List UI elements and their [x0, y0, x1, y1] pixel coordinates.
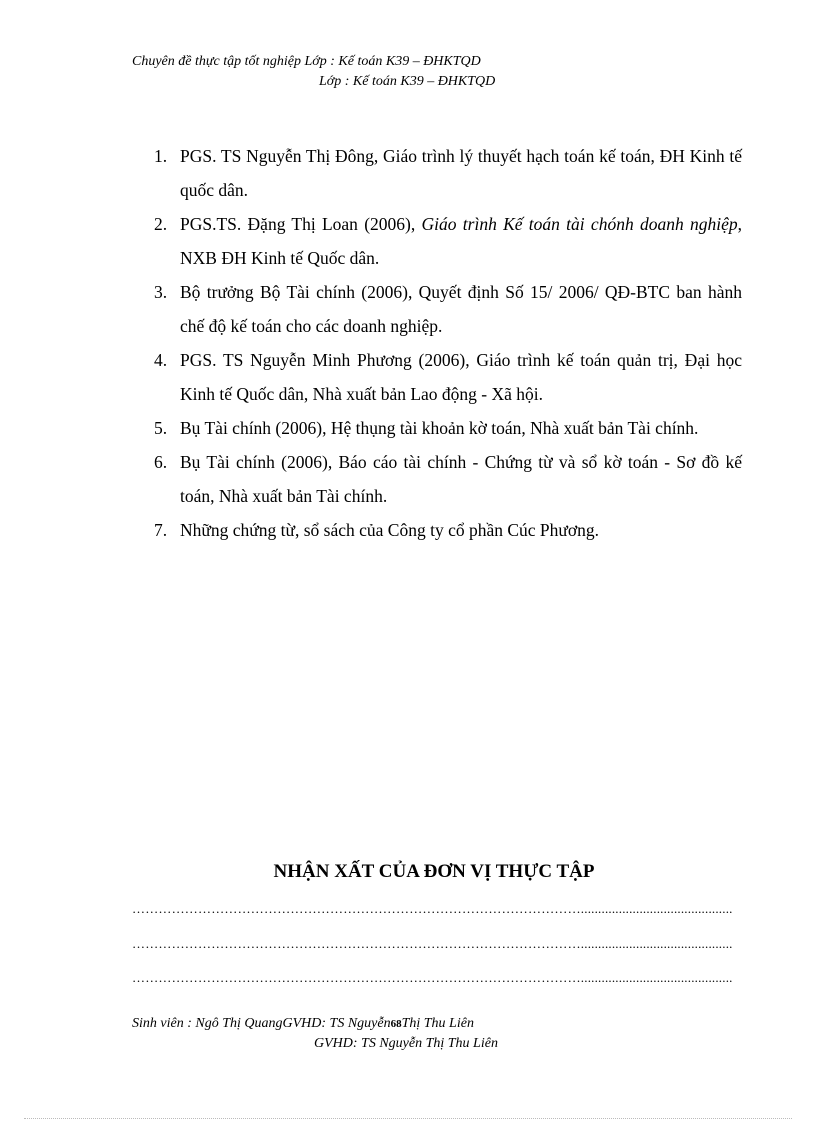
page-footer	[132, 1014, 732, 1054]
reference-text: PGS. TS Nguyễn Minh Phương (2006), Giáo trình kế toán quản trị, Đại học Kinh tế Quốc dân, Nhà xuất bản Lao động - Xã hội.	[180, 350, 742, 404]
reference-publisher: , NXB ĐH Kinh tế Quốc dân.	[180, 214, 742, 268]
section-title: NHẬN XẤT CỦA ĐƠN VỊ THỰC TẬP	[273, 861, 595, 882]
reference-number: 3.	[154, 282, 168, 302]
reference-item	[150, 275, 742, 343]
reference-item	[150, 207, 742, 275]
reference-text: Bộ trưởng Bộ Tài chính (2006), Quyết định Số 15/ 2006/ QĐ-BTC ban hành chế độ kế toán cho các doanh nghiệp.	[180, 282, 742, 336]
reference-number: 7.	[154, 520, 168, 540]
reference-number: 1.	[154, 146, 168, 166]
reference-number: 6.	[154, 452, 168, 472]
reference-number: 2.	[154, 214, 168, 234]
footer-advisor-text: Thị Thu Liên	[401, 1016, 474, 1031]
footer-student-text: Sinh viên : Ngô Thị QuangGVHD: TS Nguyễn	[132, 1016, 391, 1031]
footer-student-line	[132, 1014, 732, 1034]
dotted-line: …………………………………………………………………………………………............................................	[132, 970, 733, 985]
footer-advisor-line: GVHD: TS Nguyễn Thị Thu Liên	[314, 1036, 498, 1051]
reference-item	[150, 445, 742, 513]
dotted-line: …………………………………………………………………………………………............................................	[132, 936, 733, 951]
reference-text: Bụ Tài chính (2006), Báo cáo tài chính - Chứng từ và sổ kờ toán - Sơ đồ kế toán, Nhà xuất bản Tài chính.	[180, 452, 742, 506]
reference-text: PGS.TS. Đặng Thị Loan (2006),	[180, 214, 422, 234]
page-number: 68	[390, 1018, 402, 1030]
reference-number: 4.	[154, 350, 168, 370]
reference-item	[150, 513, 742, 547]
dotted-line: …………………………………………………………………………………………............................................	[132, 901, 733, 916]
reference-item	[150, 343, 742, 411]
reference-number: 5.	[154, 418, 168, 438]
reference-text: Những chứng từ, sổ sách của Công ty cổ phần Cúc Phương.	[180, 520, 600, 540]
reference-item	[150, 139, 742, 207]
page-header	[132, 52, 732, 92]
reference-text: PGS. TS Nguyễn Thị Đông, Giáo trình lý thuyết hạch toán kế toán, ĐH Kinh tế quốc dân.	[180, 146, 742, 200]
reference-book-title: Giáo trình Kế toán tài chónh doanh nghiệp	[421, 214, 738, 234]
page-edge-divider	[24, 1118, 792, 1119]
reference-list	[150, 139, 742, 547]
reference-item	[150, 411, 742, 445]
reference-text: Bụ Tài chính (2006), Hệ thụng tài khoản kờ toán, Nhà xuất bản Tài chính.	[180, 418, 699, 438]
header-class-line: Lớp : Kế toán K39 – ĐHKTQD	[319, 74, 496, 89]
header-course-line: Chuyên đề thực tập tốt nghiệp Lớp : Kế toán K39 – ĐHKTQD	[132, 54, 481, 69]
